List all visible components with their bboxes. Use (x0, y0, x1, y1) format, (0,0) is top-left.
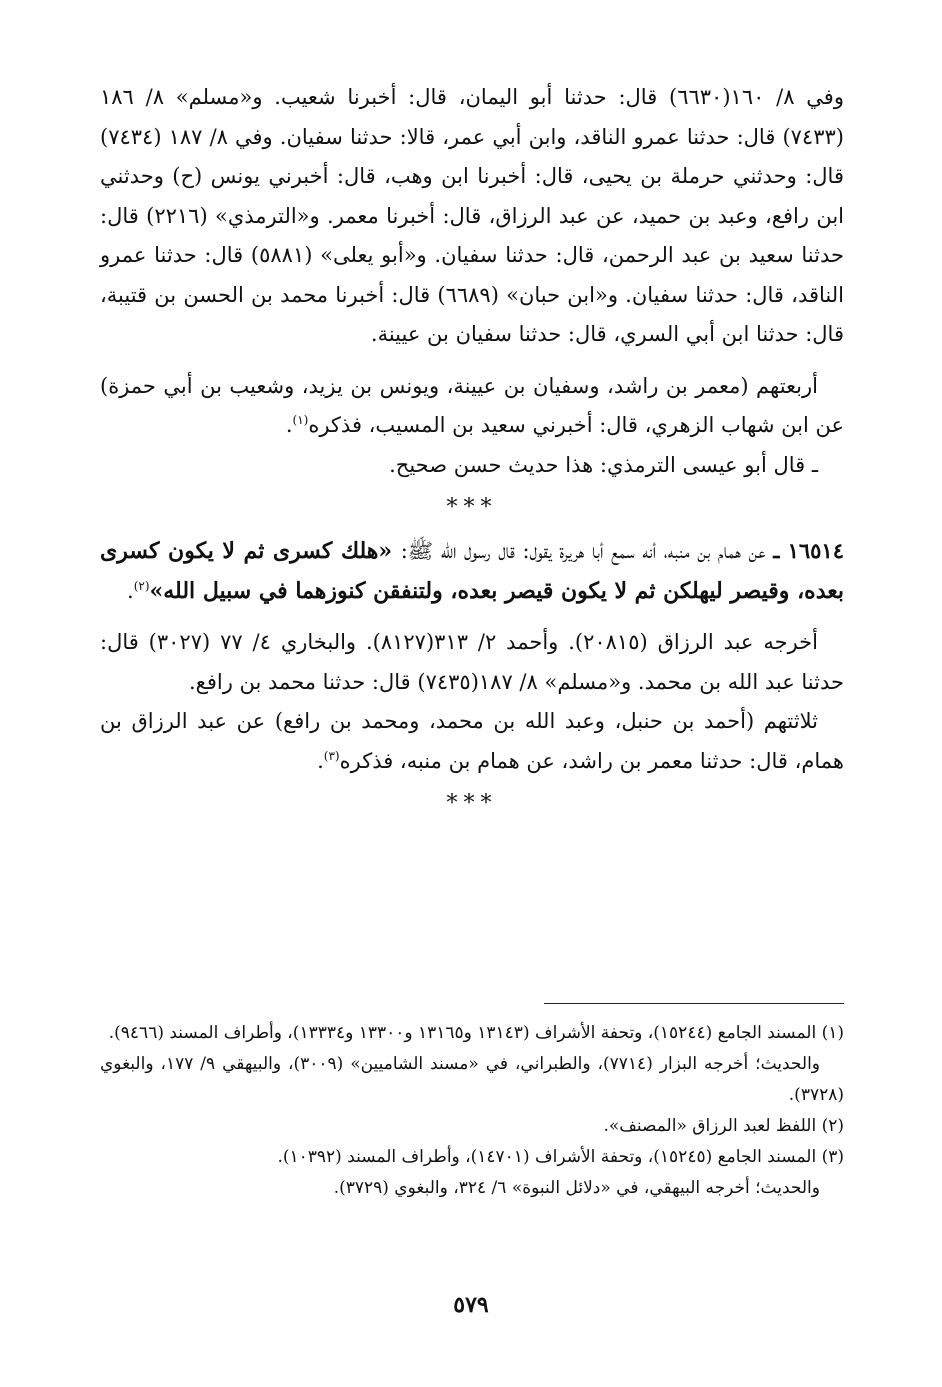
paragraph-takhrij-1: وفي ٨/ ١٦٠(٦٦٣٠) قال: حدثنا أبو اليمان، قال: أخبرنا شعيب. و«مسلم» ٨/ ١٨٦ (٧٤٣٣) قال: حدثنا عمرو الناقد، وابن أبي عمر، قالا: حدثنا سفيان. وفي ٨/ ١٨٧ (٧٤٣٤) قال: وحدثني حرملة بن يحيى، قال: أخبرنا ابن وهب، قال: أخبرني يونس (ح) وحدثني ابن رافع، وعبد بن حميد، عن عبد الرزاق، قال: أخبرنا معمر. و«الترمذي» (٢٢١٦) قال: حدثنا سعيد بن عبد الرحمن، قال: حدثنا سفيان. و«أبو يعلى» (٥٨٨١) قال: حدثنا عمرو الناقد، قال: حدثنا سفيان. و«ابن حبان» (٦٦٨٩) قال: أخبرنا محمد بن الحسن بن قتيبة، قال: حدثنا ابن أبي السري، قال: حدثنا سفيان بن عيينة. (100, 85, 845, 346)
tirmidhi-grading: ـ قال أبو عيسى الترمذي: هذا حديث حسن صحيح. (389, 452, 818, 477)
paragraph-takhrij-4-text: ثلاثتهم (أحمد بن حنبل، وعبد الله بن محمد، ومحمد بن رافع) عن عبد الرزاق بن همام، قال: حدثنا معمر بن راشد، عن همام بن منبه، فذكره (100, 709, 844, 773)
paragraph-takhrij-2: أربعتهم (معمر بن راشد، وسفيان بن عيينة، ويونس بن يزيد، وشعيب بن أبي حمزة) عن ابن شهاب الزهري، قال: أخبرني سعيد بن المسيب، فذكره$^{(١)}$. (100, 373, 844, 437)
hadith-matn: «هلك كسرى ثم لا يكون كسرى بعده، وقيصر ليهلكن ثم لا يكون قيصر بعده، ولتنفقن كنوزهما في سبيل الله» (100, 538, 844, 604)
footnote-1: (١) المسند الجامع (١٥٢٤٤)، وتحفة الأشراف (١٣١٤٣ و١٣١٦٥ و١٣٣٠٠ و١٣٣٣٤)، وأطراف المسند (٩٤٦٦). (108, 1023, 844, 1043)
paragraph-takhrij-4: ثلاثتهم (أحمد بن حنبل، وعبد الله بن محمد، ومحمد بن رافع) عن عبد الرزاق بن همام، قال: حدثنا معمر بن راشد، عن همام بن منبه، فذكره$^{(٣)}$. (100, 709, 844, 773)
paragraph-takhrij-2-text: أربعتهم (معمر بن راشد، وسفيان بن عيينة، ويونس بن يزيد، وشعيب بن أبي حمزة) عن ابن شهاب الزهري، قال: أخبرني سعيد بن المسيب، فذكره (100, 373, 844, 437)
footnote-ref-2: (٢) (133, 578, 150, 593)
footnote-divider (544, 1003, 844, 1004)
footnote-ref-1: (١) (292, 413, 309, 427)
hadith-paragraph: ١٦٥١٤ ـ عن همام بن منبه، أنه سمع أبا هريرة يقول: قال رسول الله ﷺ: «هلك كسرى ثم لا يكون كسرى بعده، وقيصر ليهلكن ثم لا يكون قيصر بعده، ولتنفقن كنوزهما في سبيل الله»$^{(٢)}$. (100, 538, 844, 604)
hadith-number: ١٦٥١٤ ـ (773, 538, 844, 563)
footnote-3: (٣) المسند الجامع (١٥٢٤٥)، وتحفة الأشراف (١٤٧٠١)، وأطراف المسند (١٠٣٩٢). (277, 1147, 844, 1167)
footnote-1-continued: والحديث؛ أخرجه البزار (٧٧١٤)، والطبراني، في «مسند الشاميين» (٣٠٠٩)، والبيهقي ٩/ ١٧٧، والبغوي (٣٧٢٨). (100, 1054, 844, 1105)
footnote-2: (٢) اللفظ لعبد الرزاق «المصنف». (603, 1116, 844, 1136)
paragraph-takhrij-3: أخرجه عبد الرزاق (٢٠٨١٥). وأحمد ٢/ ٣١٣(٨١٢٧). والبخاري ٤/ ٧٧ (٣٠٢٧) قال: حدثنا عبد الله بن محمد. و«مسلم» ٨/ ١٨٧(٧٤٣٥) قال: حدثنا محمد بن رافع. (100, 630, 844, 694)
page-number: ٥٧٩ (453, 1292, 489, 1318)
footnotes (100, 1018, 844, 1204)
footnote-3-continued: والحديث؛ أخرجه البيهقي، في «دلائل النبوة» ٦/ ٣٢٤، والبغوي (٣٧٢٩). (333, 1178, 820, 1198)
main-text (100, 78, 844, 827)
section-separator-2: *** (446, 791, 498, 816)
footnote-ref-3: (٣) (323, 748, 340, 763)
section-separator: *** (446, 495, 498, 520)
hadith-isnad: عن همام بن منبه، أنه سمع أبا هريرة يقول: قال رسول الله ﷺ: (400, 539, 774, 563)
